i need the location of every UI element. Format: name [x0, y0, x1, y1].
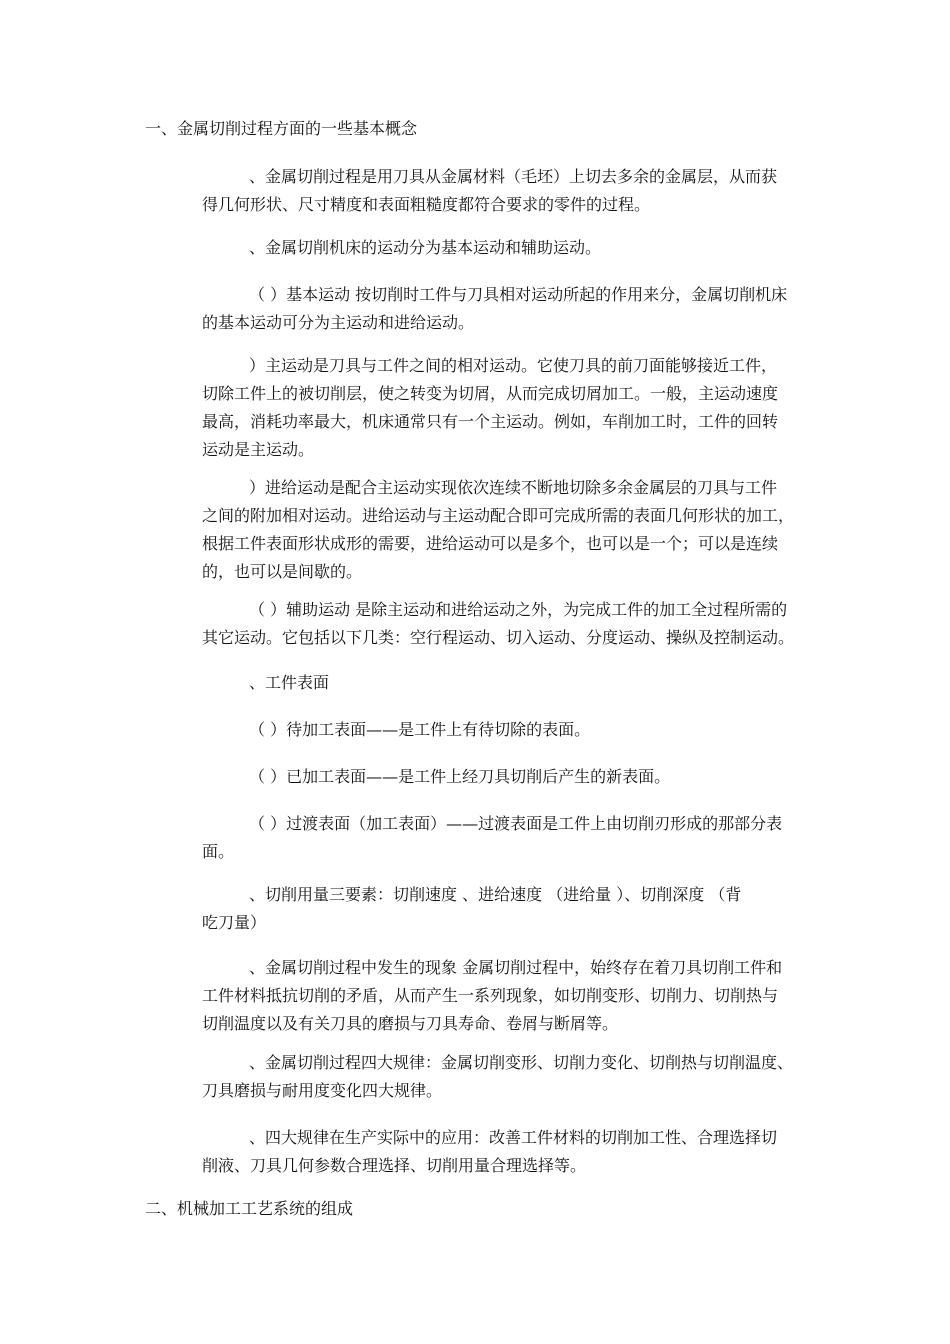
paragraph-cutting-process-definition	[202, 163, 808, 219]
paragraph-line: 吃刀量）	[202, 913, 267, 932]
paragraph-line: 刀具磨损与耐用度变化四大规律。	[202, 1081, 443, 1100]
paragraph-line: 、金属切削过程中发生的现象 金属切削过程中，始终存在着刀具切削工件和	[249, 958, 783, 977]
paragraph-line: （ ）已加工表面——是工件上经刀具切削后产生的新表面。	[249, 767, 671, 786]
paragraph-line: 运动是主运动。	[202, 440, 315, 459]
paragraph-line: 、工件表面	[249, 673, 330, 692]
paragraph-line: ）主运动是刀具与工件之间的相对运动。它使刀具的前刀面能够接近工件，	[249, 356, 778, 375]
paragraph-line: 削液、刀具几何参数合理选择、切削用量合理选择等。	[202, 1156, 587, 1175]
paragraph-line: 、金属切削机床的运动分为基本运动和辅助运动。	[249, 238, 602, 257]
paragraph-line: 之间的附加相对运动。进给运动与主运动配合即可完成所需的表面几何形状的加工，	[202, 506, 795, 525]
paragraph-line: （ ）过渡表面（加工表面）——过渡表面是工件上由切削刃形成的那部分表	[249, 814, 783, 833]
paragraph-line: 最高，消耗功率最大，机床通常只有一个主运动。例如，车削加工时，工件的回转	[202, 412, 779, 431]
paragraph-line: 切削温度以及有关刀具的磨损与刀具寿命、卷屑与断屑等。	[202, 1014, 619, 1033]
paragraph-line: 得几何形状、尺寸精度和表面粗糙度都符合要求的零件的过程。	[202, 195, 651, 214]
paragraph-surface-to-machine	[202, 716, 808, 744]
paragraph-line: 、切削用量三要素：切削速度 、进给速度 （进给量 ）、切削深度 （背	[249, 885, 742, 904]
paragraph-cutting-phenomena	[202, 954, 808, 1038]
paragraph-line: 的，也可以是间歇的。	[202, 562, 363, 581]
paragraph-transition-surface	[202, 810, 808, 866]
paragraph-basic-motion	[202, 281, 808, 337]
paragraph-line: 、四大规律在生产实际中的应用：改善工件材料的切削加工性、合理选择切	[249, 1128, 778, 1147]
paragraph-line: 工件材料抵抗切削的矛盾，从而产生一系列现象，如切削变形、切削力、切削热与	[202, 986, 779, 1005]
paragraph-line: 根据工件表面形状成形的需要，进给运动可以是多个，也可以是一个；可以是连续	[202, 534, 779, 553]
paragraph-four-laws	[202, 1049, 808, 1105]
paragraph-line: （ ）辅助运动 是除主运动和进给运动之外，为完成工件的加工全过程所需的	[249, 600, 788, 619]
paragraph-machine-motion	[202, 234, 808, 262]
paragraph-auxiliary-motion	[202, 596, 808, 652]
paragraph-line: 、金属切削过程四大规律：金属切削变形、切削力变化、切削热与切削温度、	[249, 1053, 794, 1072]
section-heading-2: 二、机械加工工艺系统的组成	[145, 1199, 354, 1218]
paragraph-line: （ ）待加工表面——是工件上有待切除的表面。	[249, 720, 591, 739]
paragraph-machined-surface	[202, 763, 808, 791]
paragraph-main-motion	[202, 352, 808, 464]
paragraph-line: ）进给运动是配合主运动实现依次连续不断地切除多余金属层的刀具与工件	[249, 478, 778, 497]
paragraph-laws-application	[202, 1124, 808, 1180]
paragraph-line: 的基本运动可分为主运动和进给运动。	[202, 313, 475, 332]
paragraph-line: 、金属切削过程是用刀具从金属材料（毛坯）上切去多余的金属层，从而获	[249, 167, 778, 186]
paragraph-workpiece-surface	[202, 669, 808, 697]
paragraph-line: 切除工件上的被切削层，使之转变为切屑，从而完成切屑加工。一般，主运动速度	[202, 384, 779, 403]
paragraph-line: （ ）基本运动 按切削时工件与刀具相对运动所起的作用来分，金属切削机床	[249, 285, 788, 304]
paragraph-cutting-parameters	[202, 881, 808, 937]
section-heading-1: 一、金属切削过程方面的一些基本概念	[145, 119, 418, 138]
paragraph-feed-motion	[202, 474, 808, 586]
paragraph-line: 其它运动。它包括以下几类：空行程运动、切入运动、分度运动、操纵及控制运动。	[202, 628, 795, 647]
paragraph-line: 面。	[202, 842, 235, 861]
